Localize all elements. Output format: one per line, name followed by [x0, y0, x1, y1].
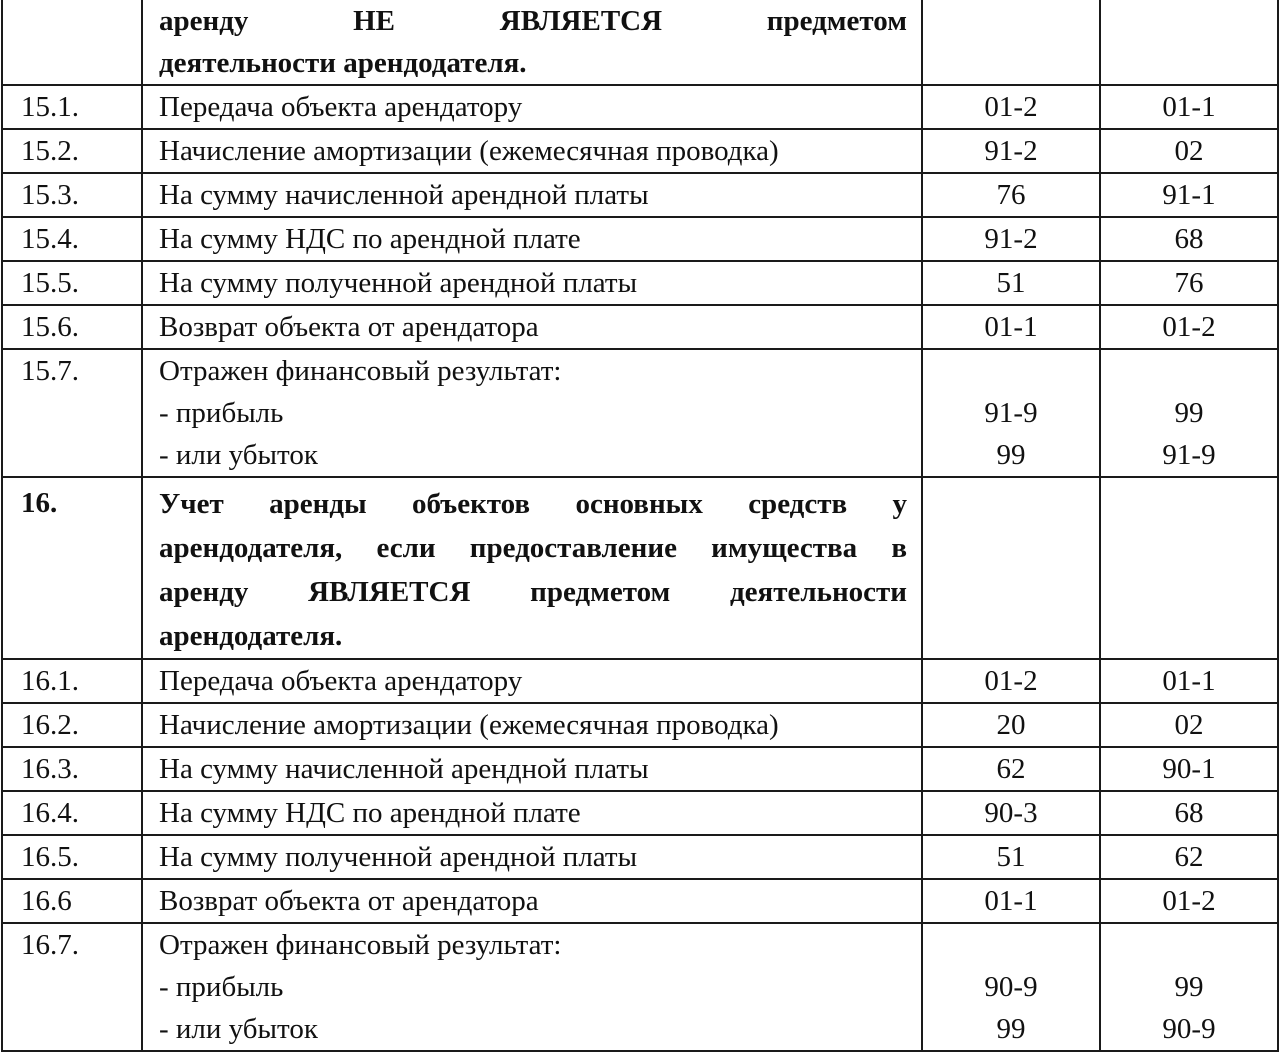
table-row: [2, 703, 1278, 747]
row-number: 15.6.: [2, 305, 142, 349]
table-row: [2, 879, 1278, 923]
credit-cell: 01-1: [1100, 85, 1278, 129]
debit-cell: 01-1: [922, 305, 1100, 349]
row-number: 15.1.: [2, 85, 142, 129]
debit-cell: [922, 0, 1100, 85]
row-description: Начисление амортизации (ежемесячная проводка): [142, 129, 922, 173]
row-description: Начисление амортизации (ежемесячная проводка): [142, 703, 922, 747]
debit-cell: 20: [922, 703, 1100, 747]
row-description: Передача объекта арендатору: [142, 659, 922, 703]
credit-cell: 91-1: [1100, 173, 1278, 217]
debit-cell: 91-2: [922, 129, 1100, 173]
row-description: На сумму НДС по арендной плате: [142, 217, 922, 261]
table-row: [2, 791, 1278, 835]
loss-credit: 91-9: [1162, 439, 1216, 471]
row-number: 15.2.: [2, 129, 142, 173]
row-number: 16.2.: [2, 703, 142, 747]
credit-cell: [1100, 923, 1278, 1051]
profit-debit: 90-9: [984, 971, 1038, 1003]
row-description: [142, 349, 922, 477]
credit-cell: 01-2: [1100, 305, 1278, 349]
row-number: 16.4.: [2, 791, 142, 835]
debit-cell: 51: [922, 261, 1100, 305]
table-row: [2, 261, 1278, 305]
result-title: Отражен финансовый результат:: [159, 929, 562, 961]
section-number: 16.: [2, 477, 142, 659]
credit-cell: 76: [1100, 261, 1278, 305]
section-title-line: арендодателя, если предоставление имущества в: [159, 532, 907, 564]
loss-credit: 90-9: [1162, 1013, 1216, 1045]
profit-debit: 91-9: [984, 397, 1038, 429]
credit-cell: 68: [1100, 791, 1278, 835]
table-row: [2, 217, 1278, 261]
row-number: 16.5.: [2, 835, 142, 879]
table-row: [2, 129, 1278, 173]
row-description: На сумму полученной арендной платы: [142, 261, 922, 305]
row-description: На сумму НДС по арендной плате: [142, 791, 922, 835]
section-title-line: аренду НЕ ЯВЛЯЕТСЯ предметом: [159, 5, 907, 37]
financial-result-row: [2, 923, 1278, 1051]
profit-credit: 99: [1174, 397, 1204, 429]
profit-label: - прибыль: [159, 397, 284, 429]
row-number: 15.7.: [2, 349, 142, 477]
credit-cell: [1100, 0, 1278, 85]
row-description: Возврат объекта от арендатора: [142, 879, 922, 923]
table-row: [2, 173, 1278, 217]
credit-cell: 02: [1100, 703, 1278, 747]
profit-credit: 99: [1174, 971, 1204, 1003]
accounting-entries-table: [1, 0, 1279, 1052]
debit-cell: 76: [922, 173, 1100, 217]
debit-cell: 62: [922, 747, 1100, 791]
credit-cell: 01-2: [1100, 879, 1278, 923]
section-title: [142, 477, 922, 659]
row-description: На сумму полученной арендной платы: [142, 835, 922, 879]
result-title: Отражен финансовый результат:: [159, 355, 562, 387]
section-title: [142, 0, 922, 85]
loss-label: - или убыток: [159, 439, 318, 471]
row-description: Возврат объекта от арендатора: [142, 305, 922, 349]
debit-cell: [922, 923, 1100, 1051]
table-row: [2, 835, 1278, 879]
debit-cell: [922, 349, 1100, 477]
row-description: На сумму начисленной арендной платы: [142, 747, 922, 791]
table-row: [2, 747, 1278, 791]
credit-cell: 68: [1100, 217, 1278, 261]
row-description: На сумму начисленной арендной платы: [142, 173, 922, 217]
credit-cell: 90-1: [1100, 747, 1278, 791]
loss-debit: 99: [996, 1013, 1026, 1045]
credit-cell: [1100, 349, 1278, 477]
financial-result-row: [2, 349, 1278, 477]
credit-cell: 62: [1100, 835, 1278, 879]
profit-label: - прибыль: [159, 971, 284, 1003]
debit-cell: 01-1: [922, 879, 1100, 923]
row-number: 15.3.: [2, 173, 142, 217]
loss-label: - или убыток: [159, 1013, 318, 1045]
row-number: 15.4.: [2, 217, 142, 261]
table-row: [2, 85, 1278, 129]
row-number: [2, 0, 142, 85]
debit-cell: 90-3: [922, 791, 1100, 835]
section-15-title-continuation-row: [2, 0, 1278, 85]
row-number: 16.6: [2, 879, 142, 923]
debit-cell: 01-2: [922, 659, 1100, 703]
row-number: 15.5.: [2, 261, 142, 305]
row-number: 16.7.: [2, 923, 142, 1051]
row-description: Передача объекта арендатору: [142, 85, 922, 129]
debit-cell: [922, 477, 1100, 659]
debit-cell: 51: [922, 835, 1100, 879]
section-title-line: деятельности арендодателя.: [159, 47, 527, 79]
credit-cell: 01-1: [1100, 659, 1278, 703]
row-description: [142, 923, 922, 1051]
section-16-title-row: [2, 477, 1278, 659]
row-number: 16.1.: [2, 659, 142, 703]
credit-cell: 02: [1100, 129, 1278, 173]
section-title-line: Учет аренды объектов основных средств у: [159, 488, 907, 520]
credit-cell: [1100, 477, 1278, 659]
debit-cell: 01-2: [922, 85, 1100, 129]
debit-cell: 91-2: [922, 217, 1100, 261]
table-row: [2, 659, 1278, 703]
section-title-line: аренду ЯВЛЯЕТСЯ предметом деятельности: [159, 576, 907, 608]
loss-debit: 99: [996, 439, 1026, 471]
section-title-line: арендодателя.: [159, 620, 343, 652]
table-row: [2, 305, 1278, 349]
row-number: 16.3.: [2, 747, 142, 791]
